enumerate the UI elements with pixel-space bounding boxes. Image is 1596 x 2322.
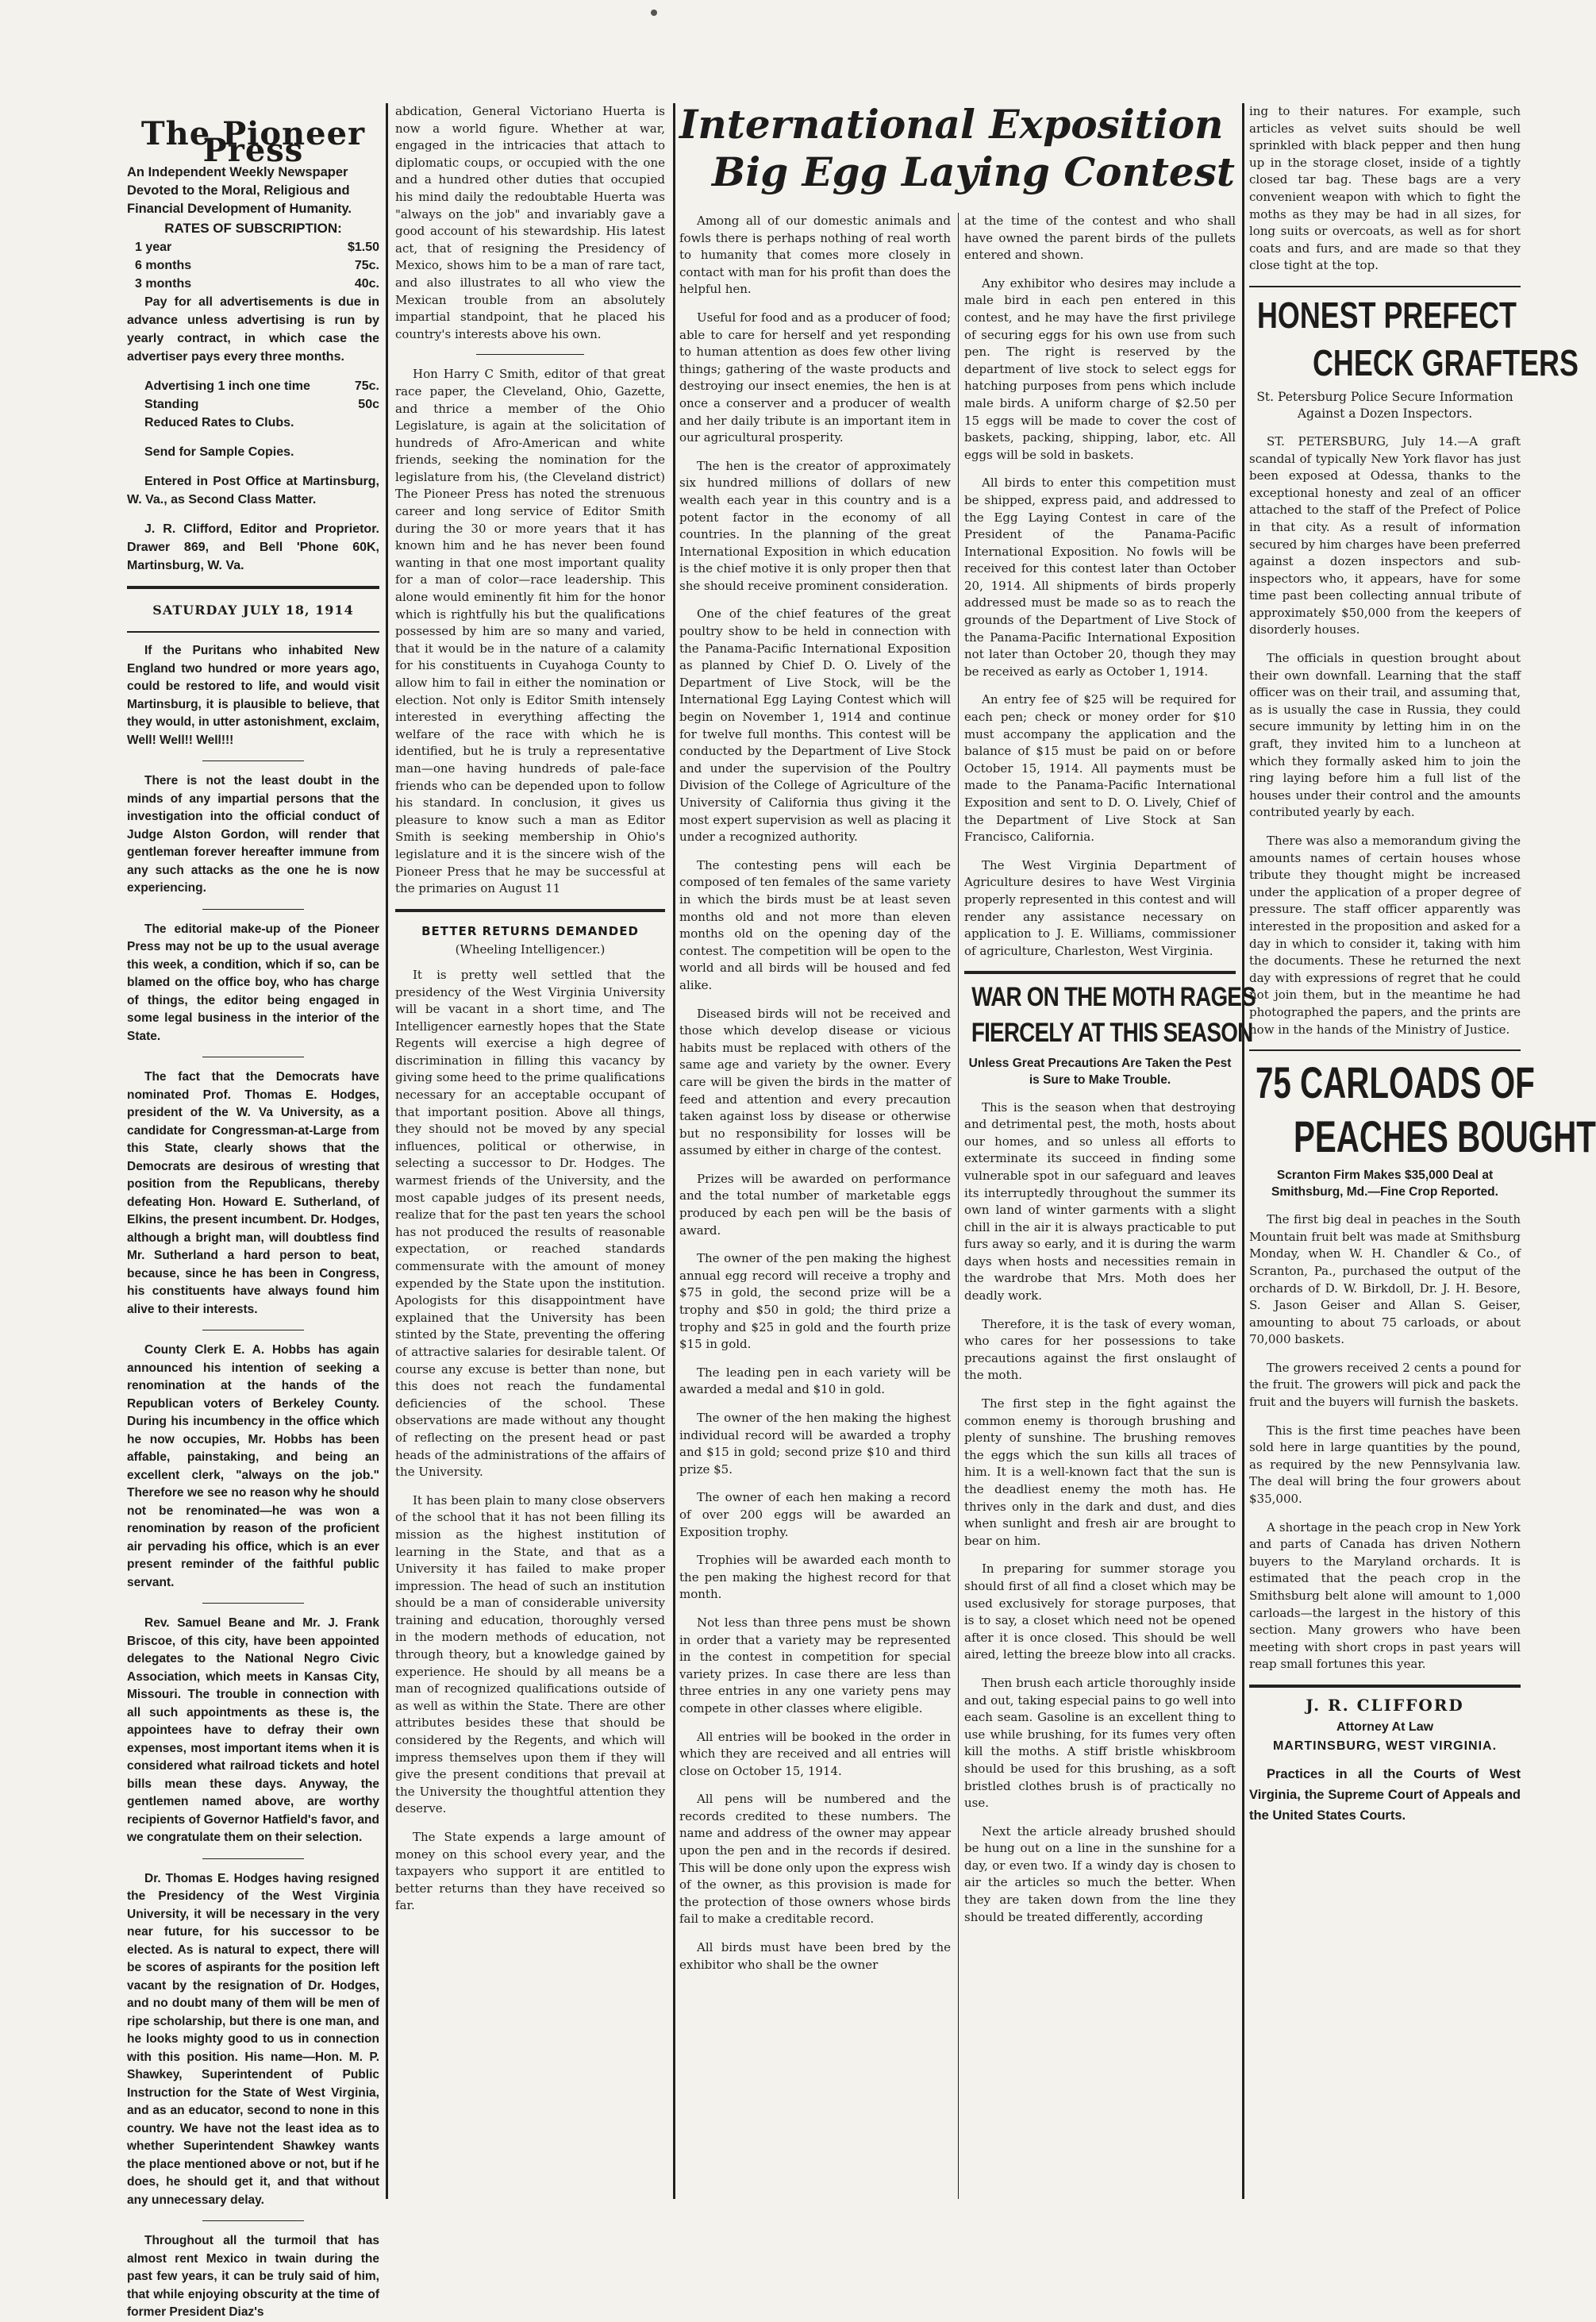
article-paragraph: A shortage in the peach crop in New York and parts of Canada has driven Nothern buyers to the Maryland orchards. It is estimated that the peach crop in the Smithsburg belt alone will amount to 1,000 carloads—the largest in the history of this section. Many growers who have been meeting with short crops in past years will reap small fortunes this year. <box>1249 1519 1521 1672</box>
masthead-title: The Pioneer Press <box>140 115 366 169</box>
better-returns-source: (Wheeling Intelligencer.) <box>455 942 606 957</box>
article-paragraph: The growers received 2 cents a pound for the fruit. The growers will pick and pack the fruit and the buyers will furnish the baskets. <box>1249 1360 1521 1410</box>
article-paragraph: Next the article already brushed should be hung out on a line in the sunshine for a day, or even two. If a windy day is chosen to air the articles so much the better. When they are taken down from the line they should be treated differently, according <box>964 1823 1236 1924</box>
article-paragraph: The officials in question brought about their own downfall. Learning that the staff officer was on their trail, and assuming that, as is usually the case in Russia, they could secure immunity by letting him in on the graft, they invited him to a luncheon at which they formally asked him to join the ring laying before him a full list of the houses under their control and the amounts contributed yearly by each. <box>1249 651 1521 820</box>
divider <box>1249 286 1521 287</box>
masthead-note: J. R. Clifford, Editor and Proprietor. Drawer 869, and Bell 'Phone 60K, Martinsburg, W. Va. <box>127 522 379 572</box>
article-paragraph: The owner of the hen making the highest individual record will be awarded a trophy and $15 in gold; second prize $10 and third prize $5. <box>679 1411 951 1477</box>
editorial-paragraph: County Clerk E. A. Hobbs has again announced his intention of seeking a renomination at the hands of the Republican voters of Berkeley County. During his incumbency in the office which he now occupies, Mr. Hobbs has been affable, painstaking, and being an excellent clerk, "always on the job." Therefore we see no reason why he should not be renominated—he was won a renomination by reason of the proficient air pervading his office, which is an ever present reminder of the faithful public servant. <box>127 1343 379 1589</box>
editorials <box>127 642 379 2322</box>
article-paragraph: Any exhibitor who desires may include a male bird in each pen entered in this contest, and he may have the first privilege of securing eggs for his own use from such pen. The right is reserved by the department of live stock to select eggs for hatching purposes from pens which include male birds. A uniform charge of $2.50 per 15 eggs will be made to cover the cost of baskets, packing, shipping, labor, etc. All eggs will be sold in baskets. <box>964 275 1236 462</box>
article-paragraph: In preparing for summer storage you should first of all find a closet which may be used exclusively for storage purposes, that is to say, a closet which need not be opened after it is once closed. This should be well aired, letting the breeze blow into all cracks. <box>964 1561 1236 1662</box>
article-paragraph: The West Virginia Department of Agriculture desires to have West Virginia properly represented in this contest and will render any assistance necessary on application to J. E. Williams, commissioner of agriculture, Charleston, West Virginia. <box>964 857 1236 958</box>
column-4 <box>964 213 1256 2199</box>
article-paragraph: This is the season when that destroying and detrimental pest, the moth, hosts about our homes, and so unless all efforts to exterminate its succeed in finding some vulnerable spot in our safeguard and leaves its interruptedly throughout the summer its own land of winter garments with a slight chill in the air it is always practicable to put furs away so early, and it is during the warm days when hosts and necessities remain in the wardrobe that Mrs. Moth does her deadly work. <box>964 1099 1236 1303</box>
divider <box>202 1858 303 1859</box>
article-paragraph: The first step in the fight against the common enemy is thorough brushing and plenty of sunshine. The brushing removes the eggs which the sun kills all traces of him. It is a well-known fact that the sun is the deadliest enemy the moth has. He thrives only in the dark and dust, and dies when sunlight and fresh air are brought to bear on him. <box>964 1396 1236 1548</box>
article-paragraph: The first big deal in peaches in the South Mountain fruit belt was made at Smithsburg Monday, when W. H. Chandler & Co., of Scranton, Pa., purchased the output of the orchards of D. W. Birkdoll, Dr. J. H. Besore, S. Jason Geiser and Allan S. Geiser, amounting to about 75 carloads, or about 70,000 baskets. <box>1249 1212 1521 1347</box>
article-paragraph: ST. PETERSBURG, July 14.—A graft scandal of typically New York flavor has just been exposed at Odessa, thanks to the exceptional honesty and zeal of an officer attached to the staff of the Prefect of Police in that city. As a result of information secured by him charges have been preferred against a dozen inspectors and sub-inspectors who, it appears, have for some time past been collecting annual tribute of approximately $50,000 from the keepers of disorderly houses. <box>1249 433 1521 637</box>
moth-headline-1: WAR ON THE MOTH RAGES <box>971 982 1256 1013</box>
article-paragraph: All birds must have been bred by the exhibitor who shall be the owner <box>679 1940 951 1972</box>
editorial-paragraph: The fact that the Democrats have nominated Prof. Thomas E. Hodges, president of the W. Va University, as a candidate for Congressman-at-Large from this State, clearly shows that the Democrats are desirous of wresting that position from the Republicans, thereby defeating Hon. Howard E. Sutherland, of Elkins, the present incumbent. Dr. Hodges, although a bright man, will doubtless find Mr. Sutherland a hard person to beat, because, since he has been in Congress, his constituents have always found him alive to their interests. <box>127 1070 379 1316</box>
editorial-paragraph: Rev. Samuel Beane and Mr. J. Frank Briscoe, of this city, have been appointed delegates to the National Negro Civic Association, which meets in Kansas City, Missouri. The trouble in connection with all such appointments as these is, the appointees have to defray their own expenses, most important items when it is considered what railroad tickets and hotel bills mean these days. Anyway, the gentlemen named above, are worthy recipients of Governor Hatfield's favor, and we congratulate them on their selection. <box>127 1616 379 1844</box>
article-paragraph: Trophies will be awarded each month to the pen making the highest record for that month. <box>679 1553 951 1602</box>
column-rule <box>958 213 959 2199</box>
exposition-headline-1: International Exposition <box>679 101 1224 148</box>
divider <box>964 971 1236 974</box>
peaches-headline-1: 75 CARLOADS OF <box>1256 1057 1535 1108</box>
article-paragraph: This is the first time peaches have been sold here in large quantities by the pound, as required by the new Pennsylvania law. The deal will bring the four growers about $35,000. <box>1249 1423 1521 1507</box>
attorney-name: J. R. CLIFFORD <box>1306 1695 1464 1715</box>
masthead-note: Entered in Post Office at Martinsburg, W. Va., as Second Class Matter. <box>127 475 379 506</box>
rates-title: RATES OF SUBSCRIPTION: <box>164 221 342 236</box>
attorney-city: MARTINSBURG, WEST VIRGINIA. <box>1272 1739 1498 1753</box>
better-returns-headline: BETTER RETURNS DEMANDED <box>421 923 639 938</box>
divider <box>202 2220 303 2221</box>
editorial-paragraph: The editorial make-up of the Pioneer Press may not be up to the usual average this week, a condition, which if so, can be blamed on the office boy, who has charge of things, the editor being engaged in some legal business in the interior of the State. <box>127 922 379 1043</box>
editorial-paragraph: Dr. Thomas E. Hodges having resigned the Presidency of the West Virginia University, it will be necessary in the very near future, for his successor to be elected. As is natural to expect, there will be scores of aspirants for the position left vacant by the resignation of Dr. Hodges, and no doubt many of them will be men of ripe scholarship, but there is one man, and he looks mighty good to us in connection with this position. His name—Hon. M. P. Shawkey, Superintendent of Public Instruction for the State of West Virginia, and as an educator, second to none in this country. We have not the least idea as to whether Superintendent Shawkey wants the place mentioned above or not, but if he does, he should get it, and that without any unnecessary delay. <box>127 1871 379 2207</box>
column-5 <box>1249 103 1596 2199</box>
article-paragraph: The State expends a large amount of money on this school every year, and the taxpayers who support it are entitled to better returns than they have received so far. <box>395 1830 665 1913</box>
moth-headline-2: FIERCELY AT THIS SEASON <box>971 1017 1253 1048</box>
divider <box>395 909 665 912</box>
article-paragraph: ing to their natures. For example, such articles as velvet suits should be well sprinkled with black pepper and then hung up in the storage closet, inside of a tightly closed tar bag. These bags are a very convenient weapon with which to fight the moths as they may be had in all sizes, for long suits or overcoats, as well as for short coats and furs, and are made so that they close tight at the top. <box>1249 104 1521 273</box>
issue-date: SATURDAY JULY 18, 1914 <box>152 603 354 618</box>
exposition-header <box>679 102 1235 205</box>
divider <box>476 354 584 355</box>
article-paragraph: Not less than three pens must be shown in order that a variety may be represented in the contest in competition for special variety prizes. In case there are less than three entries in any one variety pens may compete in other classes where eligible. <box>679 1615 951 1716</box>
article-paragraph: The owner of each hen making a record of over 200 eggs will be awarded an Exposition trophy. <box>679 1490 951 1539</box>
column-2 <box>395 103 665 2199</box>
masthead-note: Reduced Rates to Clubs. <box>144 416 294 429</box>
advertising-row: Advertising 1 inch one time 75c. <box>144 379 379 393</box>
ink-speck <box>651 10 657 16</box>
column-3 <box>679 213 951 2199</box>
peaches-headline-2: PEACHES BOUGHT <box>1294 1111 1596 1162</box>
divider <box>127 631 379 633</box>
rate-row: 3 months 40c. <box>135 277 379 291</box>
peaches-subhead: Scranton Firm Makes $35,000 Deal at Smithsburg, Md.—Fine Crop Reported. <box>1271 1169 1498 1200</box>
masthead-note: Send for Sample Copies. <box>144 445 294 459</box>
editorial-paragraph: If the Puritans who inhabited New England two hundred or more years ago, could be restored to life, and would visit Martinsburg, it is plausible to believe, that they would, in utter astonishment, exclaim, Well! Well!! Well!!! <box>127 644 379 747</box>
article-paragraph: Prizes will be awarded on performance and the total number of marketable eggs produced by each pen will be the basis of award. <box>679 1171 951 1238</box>
article-paragraph: It has been plain to many close observers of the school that it has not been filling its mission as the highest institution of learning in the State, and that as a University it has failed to make proper impression. The head of such an institution should be a man of considerable university training and education, thoroughly versed in the modern methods of education, not through theory, but a knowledge gained by experience. He should by all means be a man of recognized qualifications outside of as well as within the State. There are other attributes besides these that should be considered by the Regents, and which will impress themselves upon them if they will give the present conditions that prevail at the University the thoughtful attention they deserve. <box>395 1492 665 1816</box>
divider <box>1249 1049 1521 1051</box>
prefect-headline-2: CHECK GRAFTERS <box>1313 341 1579 383</box>
moth-subhead: Unless Great Precautions Are Taken the Pest is Sure to Make Trouble. <box>968 1056 1232 1087</box>
article-paragraph: at the time of the contest and who shall have owned the parent birds of the pullets entered and shown. <box>964 214 1236 263</box>
article-paragraph: The hen is the creator of approximately six hundred millions of dollars of new wealth each year in this country and is a potent factor in the economy of all countries. In the planning of the great International Exposition in which education is the chief motive it is only proper then that she should receive prominent consideration. <box>679 458 951 593</box>
rate-row: 1 year $1.50 <box>135 241 379 254</box>
article-paragraph: Then brush each article thoroughly inside and out, taking especial pains to go well into each seam. Gasoline is an excellent thing to use while brushing, for its fumes very often kill the moths. A stiff bristle whiskbroom should be used for this brushing, as a soft bristled clothes brush is of practically no use. <box>964 1675 1236 1811</box>
rate-row: 6 months 75c. <box>135 259 379 272</box>
advertising-row: Standing 50c <box>144 398 379 411</box>
article-paragraph: The owner of the pen making the highest annual egg record will receive a trophy and $75 in gold, the second prize will be a trophy and $50 in gold; the third prize a trophy and $25 in gold and the fourth prize $15 in gold. <box>679 1251 951 1352</box>
pay-notice: Pay for all advertisements is due in advance unless advertising is run by yearly contract, in which case the advertiser pays every three months. <box>127 295 379 364</box>
column-rule <box>386 103 388 2199</box>
prefect-headline-1: HONEST PREFECT <box>1257 294 1517 336</box>
moth-headline <box>964 982 1256 1048</box>
column-1 <box>127 103 379 2319</box>
article-paragraph: All pens will be numbered and the records credited to these numbers. The name and address of the owner may appear upon the pen and in the records if desired. This will be done only upon the express wish of the owner, as this provision is made for the protection of those owners whose birds fail to make a creditable record. <box>679 1792 951 1927</box>
article-paragraph: All birds to enter this competition must be shipped, express paid, and addressed to the Egg Laying Contest in care of the President of the Panama-Pacific International Exposition. No fowls will be received for this contest later than October 20, 1914. All shipments of birds properly addressed must be made so as to reach the grounds of the Department of Live Stock of the Panama-Pacific International Exposition not later than October 20, though they may be received as early as October 1, 1914. <box>964 476 1236 679</box>
article-paragraph: Hon Harry C Smith, editor of that great race paper, the Cleveland, Ohio, Gazette, and thrice a member of the Ohio Legislature, is again at the solicitation of hundreds of Afro-American and white friends, seeking the nomination for the legislature from his, (the Cleveland district) The Pioneer Press has noted the strenuous career and long service of Editor Smith during the 30 or more years that it has known him and he has never been found wanting in that one most important quality for a man of color—race leadership. This alone would eminently fit him for the honor which is rightfully his but the qualifications possessed by him are so many and varied, that it would be in the nature of a calamity for his constituents in Cuyahoga County to allow him to fail in either the nomination or election. Not only is Editor Smith intensely interested in everything affecting the welfare of the race with which he is identified, but he is truly a representative man—one having hundreds of pale-face friends who can be depended upon to follow his standard. In conclusion, it gives us pleasure to know such a man as Editor Smith is seeking membership in Ohio's legislature and it is the sincere wish of the Pioneer Press that he may be successful at the primaries on August 11 <box>395 367 665 896</box>
article-paragraph: There was also a memorandum giving the amounts names of certain houses whose tribute they thought might be increased under the application of a proper degree of pressure. The staff officer apparently was interested in the proposition and asked for a day in which to consider it, taking with him the documents. These he returned the next day with expressions of regret that he could not join them, but in the meantime he had photographed the papers, and the prints are now in the hands of the Ministry of Justice. <box>1249 834 1521 1037</box>
article-paragraph: Diseased birds will not be received and those which develop disease or vicious habits must be replaced with others of the same age and variety by the owner. Every care will be given the birds in the matter of feed and attention and every precaution taken against loss by disease or otherwise but no responsibility for losses will be assumed by either in charge of the contest. <box>679 1006 951 1158</box>
article-paragraph: It is pretty well settled that the presidency of the West Virginia University will be vacant in a short time, and The Intelligencer earnestly hopes that the State Regents will exercise a high degree of discrimination in filling this vacancy by giving some heed to the prime qualifications necessary for an acceptable occupant of that important position. Above all things, they should not be moved by any special influences, political or otherwise, in selecting a successor to Dr. Hodges. The warmest friends of the University, and the most capable judges of its present needs, realize that for the past ten years the school has not produced the results of reasonable expectation, or reached standards commensurate with the amount of money expended by the State upon the institution. Apologists for this disappointment have explained that the University has been stinted by the State, preventing the offering of attractive salaries for desirable talent. Of course any excuse is better than none, but this does not reach the fundamental deficiencies of the school. These observations are made without any thought of reflecting on the present head or past heads of the administrations of the affairs of the University. <box>395 967 665 1480</box>
divider <box>202 909 303 910</box>
divider <box>127 586 379 589</box>
article-paragraph: Among all of our domestic animals and fowls there is perhaps nothing of real worth to humanity that comes more closely in contact with man for his profit than does the helpful hen. <box>679 214 951 297</box>
attorney-practice: Practices in all the Courts of West Virginia, the Supreme Court of Appeals and the United States Courts. <box>1249 1766 1521 1823</box>
column-rule <box>673 103 675 2199</box>
article-paragraph: All entries will be booked in the order in which they are received and all entries will close on October 15, 1914. <box>679 1729 951 1778</box>
exposition-headline-2: Big Egg Laying Contest <box>711 148 1235 195</box>
masthead-tagline: An Independent Weekly Newspaper Devoted to the Moral, Religious and Financial Development of Humanity. <box>127 165 352 216</box>
peaches-headline <box>1249 1057 1596 1162</box>
divider <box>202 1603 303 1604</box>
article-paragraph: Therefore, it is the task of every woman, who cares for her possessions to take precautions against the first onslaught of the moth. <box>964 1316 1236 1383</box>
prefect-headline <box>1249 294 1579 383</box>
column-rule <box>1242 103 1244 2199</box>
editorial-paragraph: There is not the least doubt in the minds of any impartial persons that the investigation into the official conduct of Judge Alston Gordon, will render that gentleman forever hereafter immune from any such attacks as the one he is now experiencing. <box>127 774 379 895</box>
divider <box>1249 1685 1521 1688</box>
article-paragraph: Useful for food and as a producer of food; able to care for herself and yet responding to human attention as does few other living things; gathering of the waste products and destroying our insect enemies, the hen is at once a conserver and a producer of wealth and her daily tribute is an important item in our agricultural prosperity. <box>679 310 951 445</box>
article-paragraph: abdication, General Victoriano Huerta is now a world figure. Whether at war, engaged in the intricacies that attach to diplomatic coups, or occupied with the one and a hundred other duties that occupied his mind daily the redoubtable Huerta was "always on the job" and invariably gave a good account of his stewardship. His latest act, that of resigning the Presidency of Mexico, shows him to be a man of rare tact, and also illustrates to all who view the Mexican trouble from an absolutely impartial standpoint, that he placed his country's interests above his own. <box>395 104 665 341</box>
article-paragraph: The leading pen in each variety will be awarded a medal and $10 in gold. <box>679 1365 951 1397</box>
editorial-paragraph: Throughout all the turmoil that has almost rent Mexico in twain during the past few years, it can be truly said of him, that while enjoying obscurity at the time of former President Diaz's <box>127 2234 379 2319</box>
article-paragraph: An entry fee of $25 will be required for each pen; check or money order for $10 must accompany the application and the balance of $15 must be paid on or before October 15, 1914. All payments must be made to the Panama-Pacific International Exposition and sent to D. O. Lively, Chief of the Department of Live Stock at San Francisco, California. <box>964 692 1236 845</box>
prefect-subhead: St. Petersburg Police Secure Information Against a Dozen Inspectors. <box>1256 389 1513 421</box>
article-paragraph: The contesting pens will each be composed of ten females of the same variety in which the birds must be at least seven months old and not more than eleven months old on the opening day of the contest. The competition will be open to the world and all birds will be housed and fed alike. <box>679 857 951 992</box>
article-paragraph: One of the chief features of the great poultry show to be held in connection with the Panama-Pacific International Exposition as planned by Chief D. O. Lively of the Department of Live Stock, will be the International Egg Laying Contest which will begin on November 1, 1914 and continue for twelve full months. This contest will be conducted by the Department of Live Stock and under the supervision of the Poultry Division of the College of Agriculture of the University of California thus giving it the most expert supervision as well as placing it under a recognized authority. <box>679 606 951 845</box>
attorney-title: Attorney At Law <box>1336 1719 1434 1734</box>
